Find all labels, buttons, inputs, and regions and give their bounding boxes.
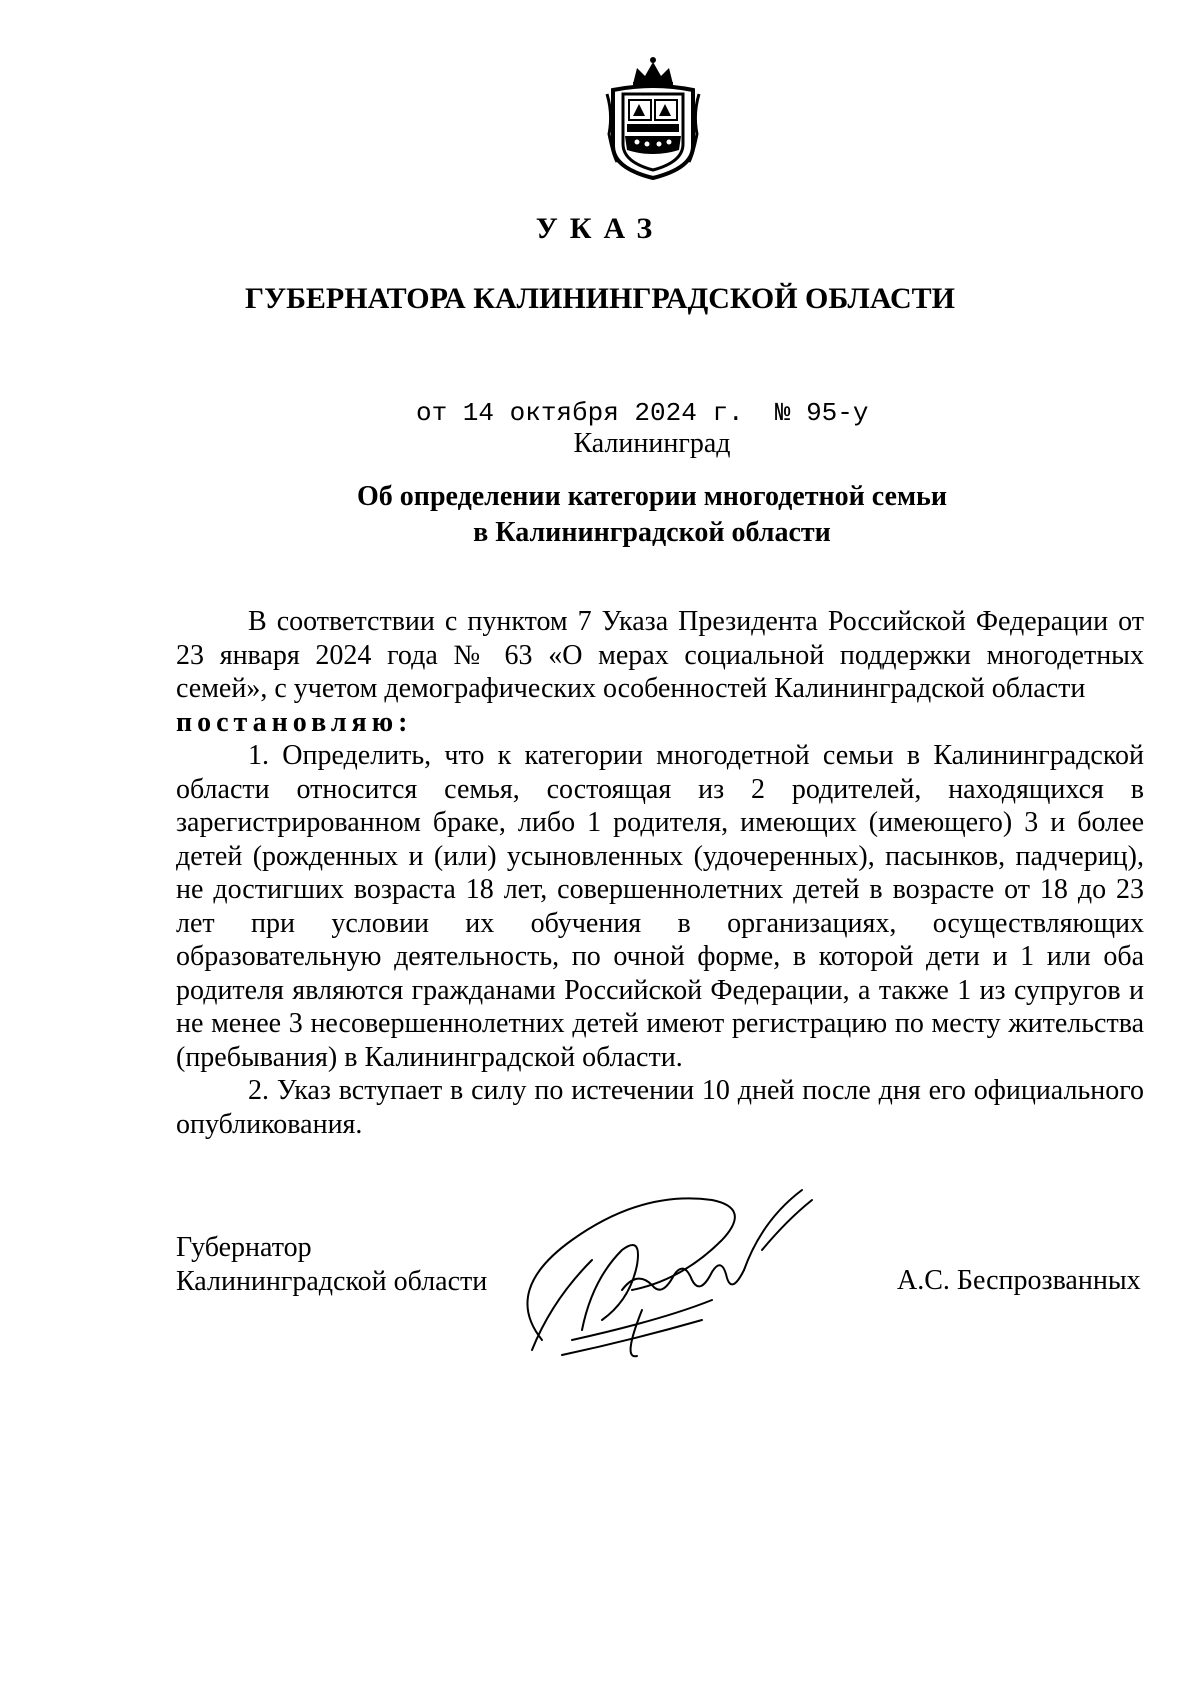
handwritten-signature-icon: [512, 1180, 842, 1370]
signatory-role: [176, 1231, 487, 1299]
document-title-line-2: в Калининградской области: [473, 517, 831, 548]
resolve-paragraph: [176, 706, 1144, 740]
clause-1-paragraph: 1. Определить, что к категории многодетной семьи в Калининградской области относится семья, состоящая из 2 родителей, находящихся в зарегистрированном браке, либо 1 родителя, имеющих (имеющего) 3 и более детей (рожденных и (или) усыновленных (удочеренных), пасынков, падчериц), не достигших возраста 18 лет, совершеннолетних детей в возрасте от 18 до 23 лет при условии их обучения в организациях, осуществляющих образовательную деятельность, по очной форме, в которой дети и 1 или оба родителя являются гражданами Российской Федерации, а также 1 из супругов и не менее 3 несовершеннолетних детей имеют регистрацию по месту жительства (пребывания) в Калининградской области.: [176, 740, 1144, 1073]
date-number-line: от 14 октября 2024 г. № 95-у: [416, 398, 869, 428]
signatory-role-line-2: Калининградской области: [176, 1266, 488, 1297]
coat-of-arms-icon: [603, 54, 703, 182]
signatory-name: А.С. Беспрозванных: [897, 1265, 1141, 1296]
preamble-paragraph: В соответствии с пунктом 7 Указа Президента Российской Федерации от 23 января 2024 года № 63 «О мерах социальной поддержки многодетных семей», с учетом демографических особенностей Калининградской области: [176, 606, 1144, 704]
document-type-heading: УКАЗ: [535, 212, 665, 245]
document-title: [0, 479, 1200, 551]
document-body: [176, 605, 1144, 1141]
signatory-role-line-1: Губернатор: [176, 1232, 312, 1263]
issuer-heading: ГУБЕРНАТОРА КАЛИНИНГРАДСКОЙ ОБЛАСТИ: [244, 282, 956, 315]
city-line: Калининград: [573, 428, 731, 459]
resolve-keyword: постановляю: [176, 706, 399, 738]
clause-2-paragraph: 2. Указ вступает в силу по истечении 10 дней после дня его официального опубликования.: [176, 1075, 1144, 1140]
document-title-line-1: Об определении категории многодетной семьи: [357, 481, 947, 512]
resolve-colon: :: [398, 706, 408, 738]
